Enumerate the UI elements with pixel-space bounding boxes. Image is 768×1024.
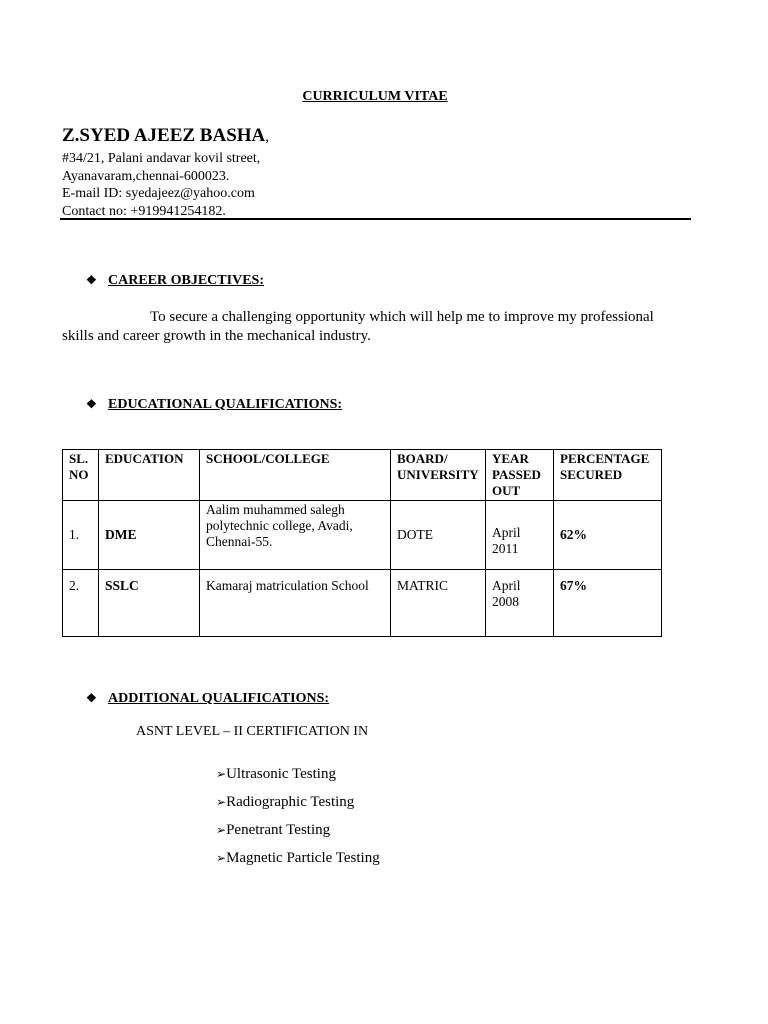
cell-sl: 2.	[63, 570, 99, 637]
col-board: BOARD/ UNIVERSITY	[391, 450, 486, 501]
contact-line: Contact no: +919941254182.	[62, 203, 226, 219]
email-line: E-mail ID: syedajeez@yahoo.com	[62, 186, 255, 201]
cell-education: SSLC	[99, 570, 200, 637]
section-title: CAREER OBJECTIVES:	[108, 273, 264, 288]
educational-qualifications-heading	[86, 397, 342, 413]
document-title: CURRICULUM VITAE	[302, 89, 448, 104]
table-header-row	[63, 450, 662, 501]
col-percentage: PERCENTAGE SECURED	[554, 450, 662, 501]
arrow-bullet-icon: ➢	[216, 851, 227, 865]
name-suffix: ,	[265, 129, 270, 145]
header-divider	[60, 218, 691, 220]
certification-list	[216, 760, 380, 872]
table-row	[63, 501, 662, 570]
cell-year: April 2008	[486, 570, 554, 637]
cell-year: April 2011	[486, 501, 554, 570]
diamond-bullet-icon: ❖	[86, 397, 97, 411]
objective-line-2: skills and career growth in the mechanical industry.	[62, 328, 371, 344]
education-table	[62, 449, 662, 637]
col-year: YEAR PASSED OUT	[486, 450, 554, 501]
cell-school: Aalim muhammed salegh polytechnic college, Avadi, Chennai-55.	[200, 501, 391, 570]
additional-qualifications-heading	[86, 691, 329, 707]
col-education: EDUCATION	[99, 450, 200, 501]
list-item: ➢Ultrasonic Testing	[216, 766, 336, 782]
diamond-bullet-icon: ❖	[86, 273, 97, 287]
certification-subheading: ASNT LEVEL – II CERTIFICATION IN	[136, 724, 369, 739]
candidate-name	[62, 125, 269, 147]
name-text: Z.SYED AJEEZ BASHA	[62, 125, 266, 146]
arrow-bullet-icon: ➢	[216, 823, 227, 837]
cell-education: DME	[99, 501, 200, 570]
cell-percentage: 62%	[554, 501, 662, 570]
section-title: ADDITIONAL QUALIFICATIONS:	[108, 691, 330, 706]
cell-school: Kamaraj matriculation School	[200, 570, 391, 637]
section-title: EDUCATIONAL QUALIFICATIONS:	[108, 397, 343, 412]
address-line-1: #34/21, Palani andavar kovil street,	[62, 151, 261, 166]
col-school: SCHOOL/COLLEGE	[200, 450, 391, 501]
list-item: ➢Magnetic Particle Testing	[216, 850, 380, 866]
arrow-bullet-icon: ➢	[216, 795, 227, 809]
objective-line-1: To secure a challenging opportunity which will help me to improve my professional	[150, 309, 654, 325]
list-item: ➢Penetrant Testing	[216, 822, 331, 838]
col-sl-no: SL. NO	[63, 450, 99, 501]
contact-block	[62, 150, 260, 220]
diamond-bullet-icon: ❖	[86, 691, 97, 705]
arrow-bullet-icon: ➢	[216, 767, 227, 781]
career-objectives-heading	[86, 273, 264, 289]
cell-board: DOTE	[391, 501, 486, 570]
cell-board: MATRIC	[391, 570, 486, 637]
career-objective-text	[62, 308, 692, 346]
cell-percentage: 67%	[554, 570, 662, 637]
table-row	[63, 570, 662, 637]
list-item: ➢Radiographic Testing	[216, 794, 355, 810]
cell-sl: 1.	[63, 501, 99, 570]
address-line-2: Ayanavaram,chennai-600023.	[62, 168, 230, 184]
